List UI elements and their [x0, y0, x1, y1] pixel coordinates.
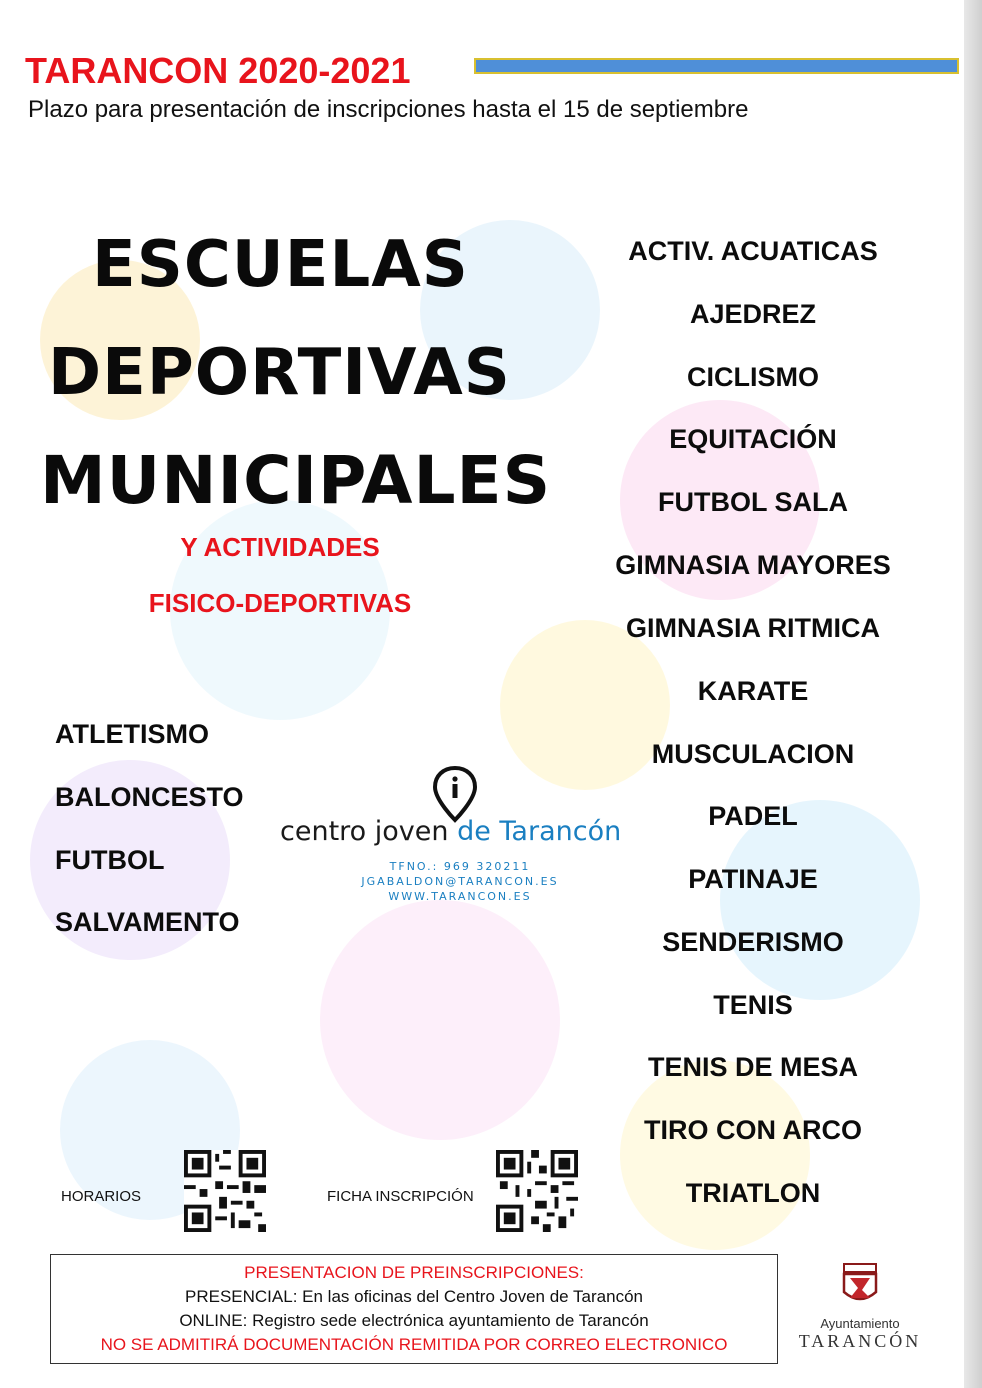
town-crest-icon [840, 1262, 880, 1308]
sport-item: TENIS DE MESA [647, 1052, 859, 1082]
centro-phone: TFNO.: 969 320211 [389, 860, 531, 873]
preinscription-notice [50, 1254, 778, 1364]
page-edge [964, 0, 982, 1388]
sport-item: MUSCULACION [651, 739, 855, 769]
sport-item: FUTBOL SALA [658, 487, 848, 517]
hero-line-2: DEPORTIVAS [48, 336, 511, 410]
sport-item: TENIS [713, 990, 793, 1020]
qr-code-icon[interactable] [184, 1150, 266, 1232]
sport-item: CICLISMO [687, 362, 819, 392]
notice-presencial: PRESENCIAL: En las oficinas del Centro Joven de Tarancón [185, 1287, 643, 1306]
notice-online: ONLINE: Registro sede electrónica ayuntamiento de Tarancón [179, 1311, 649, 1330]
title-bar [474, 58, 959, 74]
sport-item: EQUITACIÓN [669, 424, 837, 454]
page-subtitle: Plazo para presentación de inscripciones hasta el 15 de septiembre [28, 96, 749, 123]
centro-joven-name [280, 816, 621, 847]
centro-joven-name-part1: centro joven [280, 816, 458, 847]
sport-item: PATINAJE [688, 864, 818, 894]
sport-item: BALONCESTO [55, 782, 244, 812]
hero-sub-2: FISICO-DEPORTIVAS [148, 588, 412, 618]
sport-item: FUTBOL [55, 845, 165, 875]
qr-horarios-label: HORARIOS [61, 1188, 142, 1205]
sport-item: SENDERISMO [662, 927, 844, 957]
sport-item: PADEL [708, 801, 798, 831]
sport-item: SALVAMENTO [55, 907, 240, 937]
page-title: TARANCON 2020-2021 [25, 50, 411, 91]
notice-warning: NO SE ADMITIRÁ DOCUMENTACIÓN REMITIDA POR CORREO ELECTRONICO [100, 1335, 728, 1354]
sport-item: ATLETISMO [55, 719, 209, 749]
sport-item: TIRO CON ARCO [644, 1115, 862, 1145]
sport-item: GIMNASIA MAYORES [615, 550, 891, 580]
hero-line-3: MUNICIPALES [40, 442, 552, 519]
centro-joven-name-part2: de Tarancón [457, 816, 622, 847]
notice-heading: PRESENTACION DE PREINSCRIPCIONES: [244, 1263, 584, 1282]
hero-line-1: ESCUELAS [92, 228, 469, 302]
sport-item: ACTIV. ACUATICAS [628, 236, 878, 266]
ayuntamiento-name: TARANCÓN [798, 1331, 922, 1351]
sport-item: TRIATLON [685, 1178, 821, 1208]
sport-item: AJEDREZ [689, 299, 817, 329]
qr-code-icon[interactable] [496, 1150, 578, 1232]
ayuntamiento-label: Ayuntamiento [820, 1316, 900, 1331]
qr-ficha-label: FICHA INSCRIPCIÓN [327, 1188, 474, 1205]
centro-email: JGABALDON@TARANCON.ES [361, 875, 559, 888]
hero-sub-1: Y ACTIVIDADES [180, 532, 380, 562]
sport-item: KARATE [697, 676, 809, 706]
sport-item: GIMNASIA RITMICA [626, 613, 880, 643]
ayuntamiento-logo [790, 1262, 930, 1362]
centro-web: WWW.TARANCON.ES [388, 890, 532, 903]
